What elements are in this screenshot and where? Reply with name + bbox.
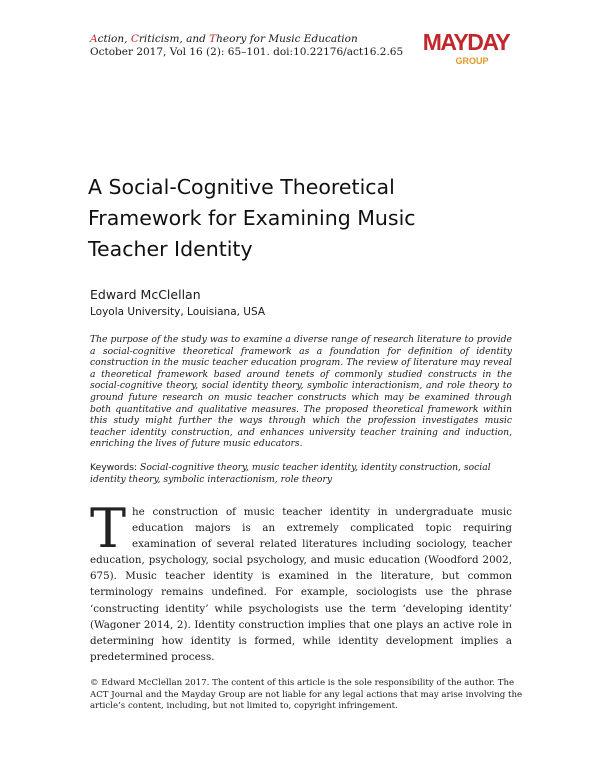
- journal-name: Action, Criticism, and Theory for Music Education: [90, 33, 358, 45]
- journal-header: [90, 33, 403, 59]
- keywords-label: Keywords:: [90, 462, 141, 473]
- keywords-text: Social-cognitive theory, music teacher identity, identity construction, social identity theory, symbolic interactionism, role theory: [90, 462, 491, 485]
- author-name: Edward McClellan: [90, 287, 201, 302]
- drop-cap: T: [90, 497, 127, 560]
- title-line: A Social-Cognitive Theoretical: [88, 175, 395, 199]
- author-affiliation: Loyola University, Louisiana, USA: [90, 306, 266, 318]
- svg-text:MAYDAY: MAYDAY: [422, 29, 510, 55]
- keywords: [90, 462, 512, 485]
- svg-text:GROUP: GROUP: [455, 56, 489, 66]
- article-title: [88, 172, 468, 265]
- title-line: Framework for Examining Music: [88, 206, 416, 230]
- journal-citation: October 2017, Vol 16 (2): 65–101. doi:10.22176/act16.2.65: [90, 46, 404, 58]
- body-text: he construction of music teacher identity in undergraduate music education majors is an extremely complicated topic requiring examination of several related literatures including sociology, teacher education, psychology, social psychology, and music education (Woodford 2002, 675). Music teacher identity is examined in the literature, but common terminology remains undefined. For example, sociologists use the phrase ‘constructing identity’ while psychologists use the term ‘developing identity’ (Wagoner 2014, 2). Identity construction implies that one plays an active role in determining how identity is formed, while identity development implies a predetermined process.: [90, 506, 512, 663]
- copyright-notice: © Edward McClellan 2017. The content of this article is the sole responsibility of the author. The ACT Journal and the Mayday Group are not liable for any legal actions that may arise involving the article’s content, including, but not limited to, copyright infringement.: [90, 678, 523, 712]
- abstract: The purpose of the study was to examine a diverse range of research literature to provide a social-cognitive theoretical framework as a foundation for definition of identity construction in the music teacher education program. The review of literature may reveal a theoretical framework based around tenets of commonly studied constructs in the social-cognitive theory, social identity theory, symbolic interactionism, and role theory to ground future research on music teacher constructs which may be examined through both quantitative and qualitative measures. The proposed theoretical framework within this study might further the ways through which the profession investigates music teacher identity construction, and enhances university teacher training and induction, enriching the lives of future music educators.: [90, 334, 512, 450]
- title-line: Teacher Identity: [88, 237, 253, 261]
- body-paragraph: [90, 497, 512, 665]
- mayday-group-logo: [420, 28, 512, 76]
